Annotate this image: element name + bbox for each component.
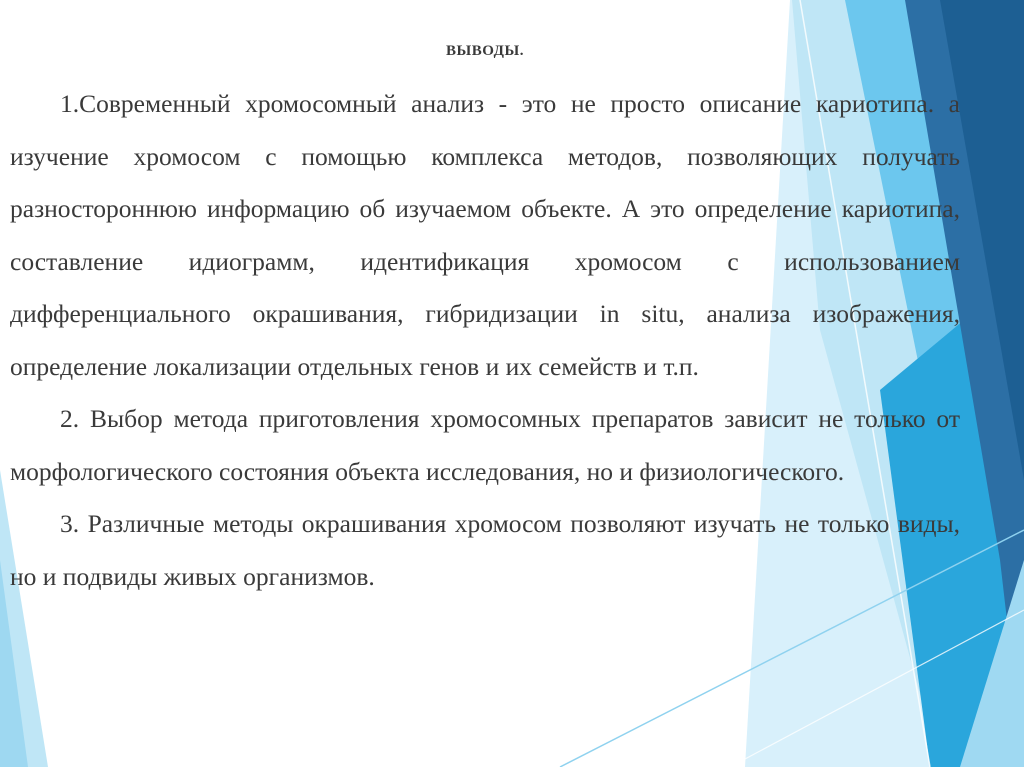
conclusion-paragraph-3: 3. Различные методы окрашивания хромосом позволяют изучать не только виды, но и подвиды живых организмов. (10, 509, 960, 591)
slide-content (10, 40, 960, 603)
conclusion-paragraph-1: 1.Современный хромосомный анализ - это не просто описание кариотипа. а изучение хромосом с помощью комплекса методов, позволяющих получать разностороннюю информацию об изучаемом объекте. А это определение кариотипа, составление идиограмм, идентификация хромосом с использованием дифференциального окрашивания, гибридизации in situ, анализа изображения, определение локализации отдельных генов и их семейств и т.п. (10, 89, 960, 381)
conclusion-paragraph-2: 2. Выбор метода приготовления хромосомных препаратов зависит не только от морфологического состояния объекта исследования, но и физиологического. (10, 404, 960, 486)
slide-title: ВЫВОДЫ. (446, 43, 524, 59)
